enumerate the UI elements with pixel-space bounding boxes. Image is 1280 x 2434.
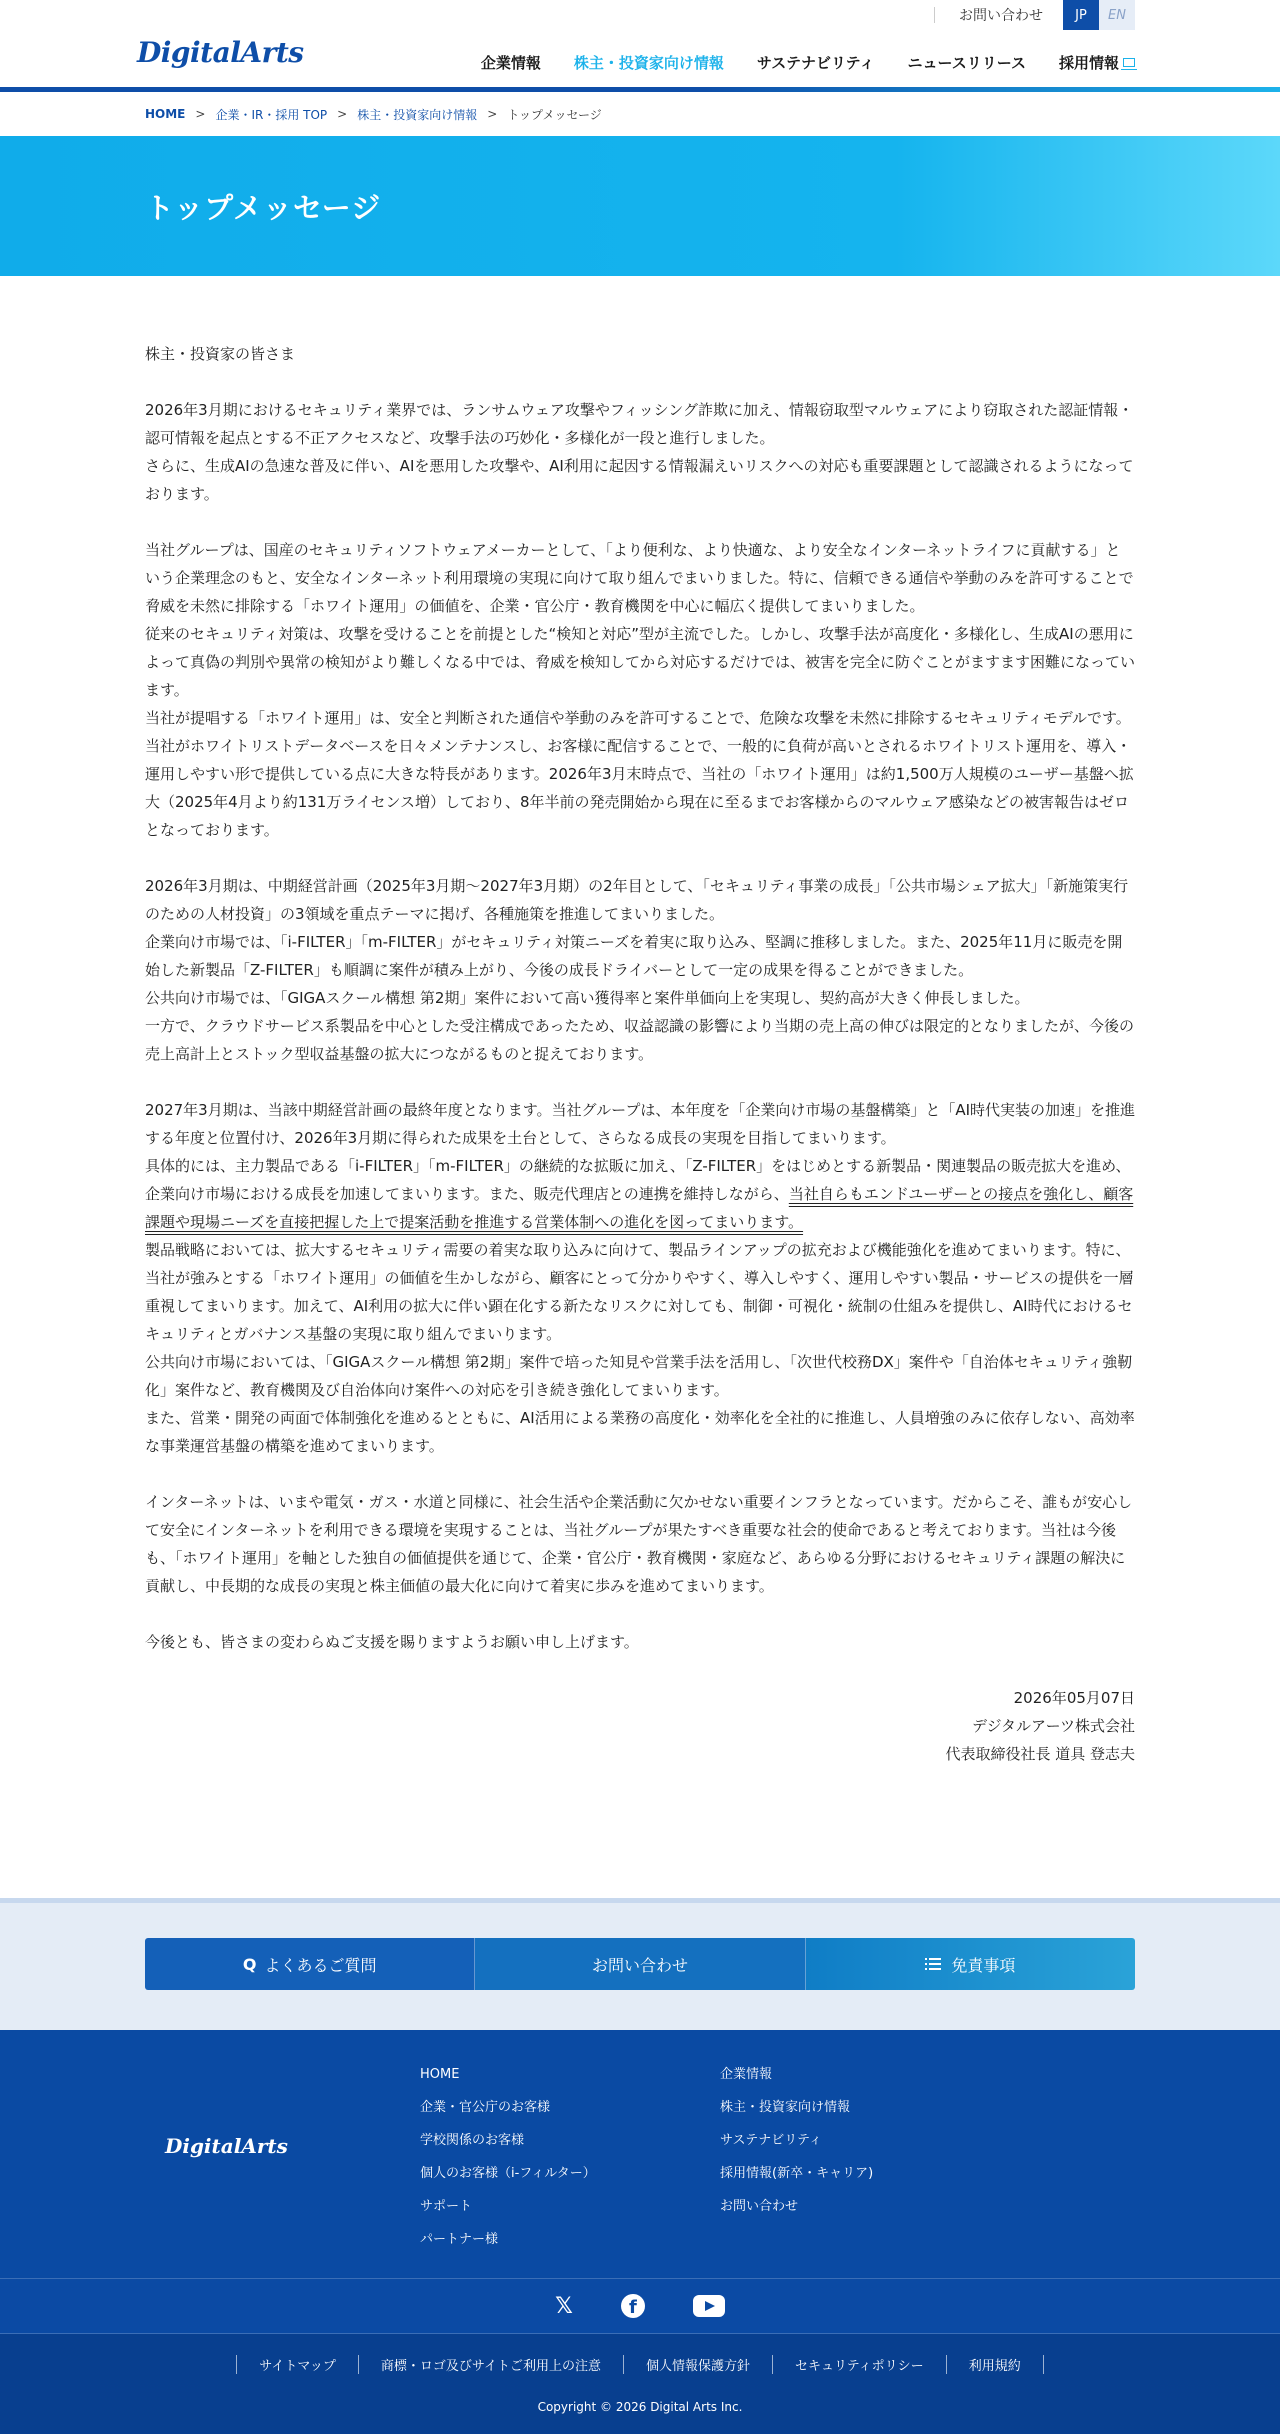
nav-ir[interactable]: 株主・投資家向け情報 <box>573 54 724 72</box>
legal-link-security[interactable]: セキュリティポリシー <box>772 2355 946 2374</box>
message-text: 製品戦略においては、拡大するセキュリティ需要の着実な取り込みに向けて、製品ラインアップの拡充および機能強化を進めてまいります。特に、当社が強みとする「ホワイト運用」の価値を生かしながら、顧客にとって分かりやすく、導入しやすく、運用しやすい製品・サービスの提供を一層重視してまいります。加えて、AI利用の拡大に伴い顕在化する新たなリスクに対しても、制御・可視化・統制の仕組みを提供し、AI時代におけるセキュリティとガバナンス基盤の実現に取り組んでまいります。 <box>145 1241 1134 1343</box>
message-content <box>0 276 1280 1898</box>
message-paragraph-2 <box>145 536 1135 844</box>
nav-recruit-label: 採用情報 <box>1058 54 1119 72</box>
message-text: 当社が提唱する「ホワイト運用」は、安全と判断された通信や挙動のみを許可することで、危険な攻撃を未然に排除するセキュリティモデルです。当社がホワイトリストデータベースを日々メンテナンスし、お客様に配信することで、一般的に負荷が高いとされるホワイトリスト運用を、導入・運用しやすい形で提供している点に大きな特長があります。2026年3月末時点で、当社の「ホワイト運用」は約1,500万人規模のユーザー基盤へ拡大（2025年4月より約131万ライセンス増）しており、8年半前の発売開始から現在に至るまでお客様からのマルウェア感染などの被害報告はゼロとなっております。 <box>145 709 1134 839</box>
footer-column-2 <box>720 2058 873 2223</box>
message-paragraph-1 <box>145 396 1135 508</box>
message-text: 従来のセキュリティ対策は、攻撃を受けることを前提とした“検知と対応”型が主流でした。しかし、攻撃手法が高度化・多様化し、生成AIの悪用によって真偽の判別や異常の検知がより難しくなる中では、脅威を検知してから対応するだけでは、被害を完全に防ぐことがますます困難になっています。 <box>145 625 1136 699</box>
message-text: 一方で、クラウドサービス系製品を中心とした受注構成であったため、収益認識の影響により当期の売上高の伸びは限定的となりましたが、今後の売上高計上とストック型収益基盤の拡大につながるものと捉えております。 <box>145 1017 1134 1063</box>
message-text: 公共向け市場では、「GIGAスクール構想 第2期」案件において高い獲得率と案件単価向上を実現し、契約高が大きく伸長しました。 <box>145 989 1030 1007</box>
breadcrumb-home[interactable]: HOME <box>145 107 186 121</box>
question-icon: Q <box>242 1954 257 1974</box>
legal-links <box>236 2355 1043 2374</box>
nav-recruit[interactable] <box>1059 52 1135 73</box>
message-text: さらに、生成AIの急速な普及に伴い、AIを悪用した攻撃や、AI利用に起因する情報漏えいリスクへの対応も重要課題として認識されるようになっております。 <box>145 457 1134 503</box>
message-text: インターネットは、いまや電気・ガス・水道と同様に、社会生活や企業活動に欠かせない重要インフラとなっています。だからこそ、誰もが安心して安全にインターネットを利用できる環境を実現することは、当社グループが果たすべき重要な社会的使命であると考えております。当社は今後も、「ホワイト運用」を軸とした独自の価値提供を通じて、企業・官公庁・教育機関・家庭など、あらゆる分野におけるセキュリティ課題の解決に貢献し、中長期的な成長の実現と株主価値の最大化に向けて着実に歩みを進めてまいります。 <box>145 1493 1133 1595</box>
logo-text: DigitalArts <box>137 36 304 69</box>
nav-news[interactable]: ニュースリリース <box>907 54 1026 72</box>
footer-link[interactable]: HOME <box>420 2067 460 2082</box>
message-text: また、営業・開発の両面で体制強化を進めるとともに、AI活用による業務の高度化・効率化を全社的に推進し、人員増強のみに依存しない、高効率な事業運営基盤の構築を進めてまいります。 <box>145 1409 1135 1455</box>
breadcrumb-separator: > <box>487 107 498 121</box>
greeting: 株主・投資家の皆さま <box>145 345 296 363</box>
company-name: デジタルアーツ株式会社 <box>971 1717 1135 1735</box>
message-paragraph-5 <box>145 1488 1135 1600</box>
utility-divider <box>934 7 935 23</box>
page-title: トップメッセージ <box>145 190 382 225</box>
global-nav <box>448 52 1135 73</box>
list-icon <box>925 1958 941 1970</box>
message-paragraph-4 <box>145 1096 1135 1460</box>
language-switch <box>1063 0 1135 30</box>
faq-label: よくあるご質問 <box>264 1955 377 1975</box>
message-text: 公共向け市場においては、「GIGAスクール構想 第2期」案件で培った知見や営業手法を活用し、「次世代校務DX」案件や「自治体セキュリティ強靭化」案件など、教育機関及び自治体向け案件への対応を引き続き強化してまいります。 <box>145 1353 1133 1399</box>
external-window-icon <box>1123 58 1135 67</box>
legal-bar <box>0 2334 1280 2434</box>
disclaimer-button[interactable] <box>806 1938 1135 1990</box>
breadcrumb-corporate-top[interactable]: 企業・IR・採用 TOP <box>215 107 328 122</box>
lang-jp-button[interactable]: JP <box>1063 0 1099 30</box>
header-contact-link[interactable]: お問い合わせ <box>959 8 1043 24</box>
nav-company[interactable]: 企業情報 <box>480 54 541 72</box>
social-links <box>0 2278 1280 2334</box>
utility-bar <box>934 0 1135 30</box>
closing: 今後とも、皆さまの変わらぬご支援を賜りますようお願い申し上げます。 <box>145 1633 639 1651</box>
message-date: 2026年05月07日 <box>1013 1689 1135 1707</box>
disclaimer-label: 免責事項 <box>951 1955 1016 1975</box>
copyright: Copyright © 2026 Digital Arts Inc. <box>537 2399 743 2414</box>
footer-logo[interactable] <box>165 2134 288 2158</box>
footer-main <box>0 2030 1280 2278</box>
legal-link-privacy[interactable]: 個人情報保護方針 <box>623 2355 772 2374</box>
site-logo[interactable] <box>137 36 304 69</box>
x-icon[interactable]: 𝕏 <box>555 2293 573 2319</box>
legal-link-terms[interactable]: 利用規約 <box>946 2355 1044 2374</box>
underlined-emphasis: 当社自らもエンドユーザーとの接点を強化し、顧客課題や現場ニーズを直接把握した上で提案活動を推進する営業体制への進化を図ってまいります。 <box>145 1185 1134 1231</box>
breadcrumb-separator: > <box>337 107 348 121</box>
message-text <box>145 1152 1135 1236</box>
footer-link[interactable]: お問い合わせ <box>720 2199 799 2214</box>
message-paragraph-3 <box>145 872 1135 1068</box>
page-hero <box>0 136 1280 276</box>
breadcrumb-current: トップメッセージ <box>507 107 602 122</box>
bottom-link-area <box>0 1898 1280 2030</box>
signer-name: 代表取締役社長 道具 登志夫 <box>945 1745 1135 1763</box>
legal-link-trademark[interactable]: 商標・ロゴ及びサイトご利用上の注意 <box>358 2355 623 2374</box>
footer-column-1 <box>420 2058 596 2256</box>
footer-link[interactable]: 株主・投資家向け情報 <box>720 2100 851 2115</box>
lang-en-button[interactable]: EN <box>1099 0 1135 30</box>
message-text-segment: 具体的には、主力製品である「i-FILTER」「m-FILTER」の継続的な拡販に加え、「Z-FILTER」をはじめとする新製品・関連製品の販売拡大を進め、企業向け市場における成長を加速してまいります。また、販売代理店との連携を維持しながら、 <box>145 1157 1131 1203</box>
footer-logo-text: DigitalArts <box>165 2134 288 2158</box>
footer-link[interactable]: 個人のお客様（i-フィルター） <box>420 2166 596 2181</box>
signature <box>145 1684 1135 1768</box>
message-text: 2026年3月期は、中期経営計画（2025年3月期～2027年3月期）の2年目として、「セキュリティ事業の成長」「公共市場シェア拡大」「新施策実行のための人材投資」の3領域を重点テーマに掲げ、各種施策を推進してまいりました。 <box>145 877 1129 923</box>
breadcrumb-ir[interactable]: 株主・投資家向け情報 <box>357 107 478 122</box>
message-text: 当社グループは、国産のセキュリティソフトウェアメーカーとして、「より便利な、より快適な、より安全なインターネットライフに貢献する」という企業理念のもと、安全なインターネット利用環境の実現に向けて取り組んでまいりました。特に、信頼できる通信や挙動のみを許可することで脅威を未然に排除する「ホワイト運用」の価値を、企業・官公庁・教育機関を中心に幅広く提供してまいりました。 <box>145 541 1134 615</box>
site-header <box>0 0 1280 92</box>
breadcrumb-separator: > <box>195 107 206 121</box>
footer-link[interactable]: 学校関係のお客様 <box>420 2133 525 2148</box>
message-text: 2026年3月期におけるセキュリティ業界では、ランサムウェア攻撃やフィッシング詐欺に加え、情報窃取型マルウェアにより窃取された認証情報・認可情報を起点とする不正アクセスなど、攻撃手法の巧妙化・多様化が一段と進行しました。 <box>145 401 1134 447</box>
bottom-button-row <box>145 1938 1135 1990</box>
contact-label: お問い合わせ <box>591 1955 688 1975</box>
facebook-icon[interactable]: f <box>621 2294 645 2318</box>
contact-button[interactable] <box>475 1938 805 1990</box>
nav-sustainability[interactable]: サステナビリティ <box>756 54 875 72</box>
footer-link[interactable]: サステナビリティ <box>720 2133 822 2148</box>
footer-link[interactable]: サポート <box>420 2199 473 2214</box>
legal-link-sitemap[interactable]: サイトマップ <box>236 2355 358 2374</box>
footer-link[interactable]: 採用情報(新卒・キャリア) <box>720 2166 874 2181</box>
footer-link[interactable]: パートナー様 <box>420 2232 499 2247</box>
faq-button[interactable] <box>145 1938 475 1990</box>
message-text: 2027年3月期は、当該中期経営計画の最終年度となります。当社グループは、本年度を「企業向け市場の基盤構築」と「AI時代実装の加速」を推進する年度と位置付け、2026年3月期に得られた成果を土台として、さらなる成長の実現を目指してまいります。 <box>145 1101 1136 1147</box>
youtube-icon[interactable] <box>693 2295 725 2317</box>
message-text: 企業向け市場では、「i-FILTER」「m-FILTER」がセキュリティ対策ニーズを着実に取り込み、堅調に推移しました。また、2025年11月に販売を開始した新製品「Z-FILTER」も順調に案件が積み上がり、今後の成長ドライバーとして一定の成果を得ることができました。 <box>145 933 1123 979</box>
breadcrumb <box>0 92 1280 136</box>
footer-link[interactable]: 企業情報 <box>720 2067 773 2082</box>
site-footer <box>0 2030 1280 2434</box>
footer-link[interactable]: 企業・官公庁のお客様 <box>420 2100 551 2115</box>
